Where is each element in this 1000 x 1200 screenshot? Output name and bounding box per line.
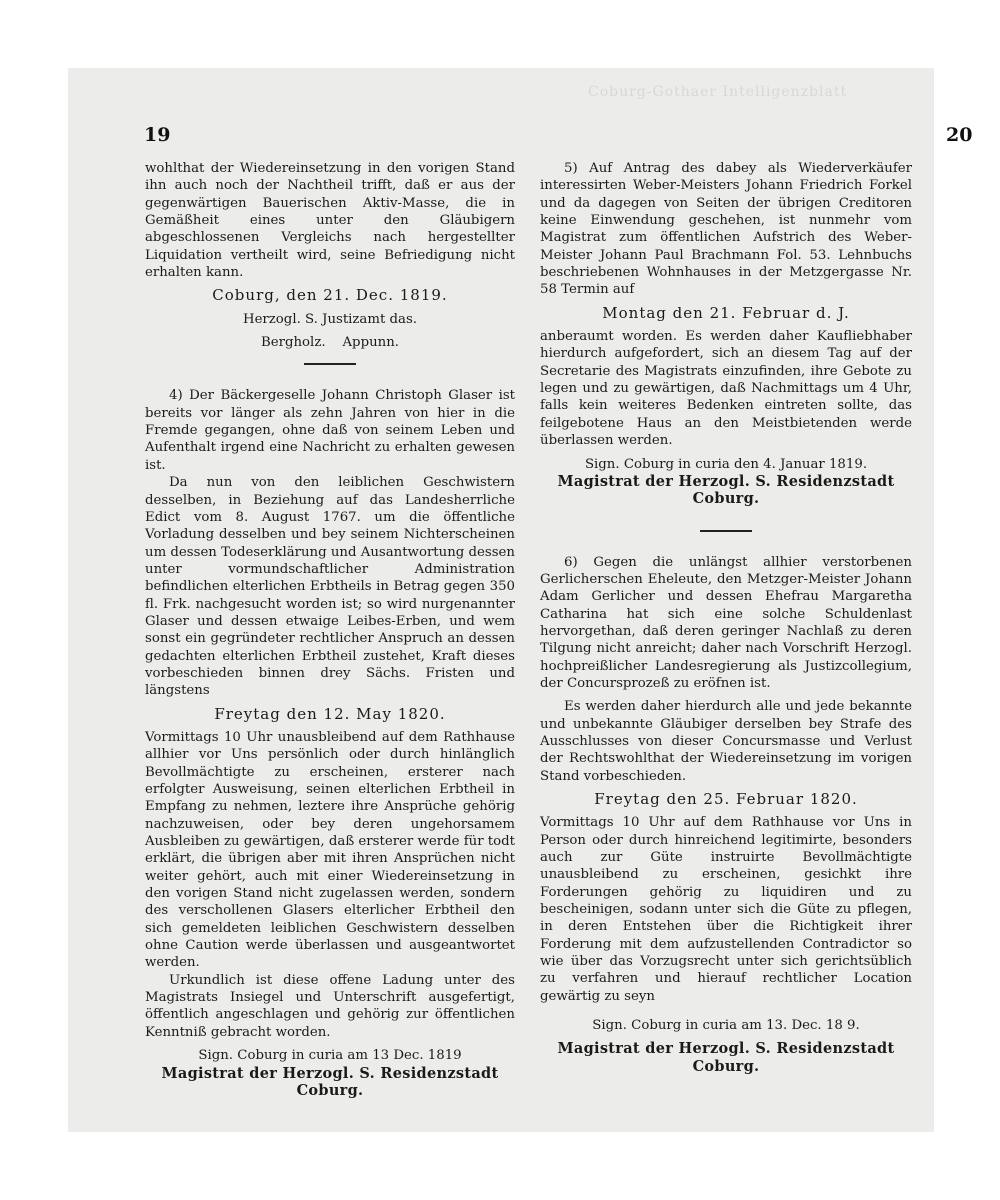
page-number-right: 20 xyxy=(946,124,973,146)
notice6-authority: Magistrat der Herzogl. S. Residenzstadt Coburg. xyxy=(557,1040,895,1075)
notice6-paragraph-2: Es werden daher hierdurch alle und jede bekannte und unbekannte Gläubiger derselben bey Strafe des Ausschlusses von dieser Concursmasse und Verlust der Rechtswohlthat der Wiedereinsetzung im vorigen Stand vorbeschieden. xyxy=(540,699,912,784)
notice6-paragraph-3: Vormittags 10 Uhr auf dem Rathhause vor Uns in Person oder durch hinreichend legitimirte, besonders auch zur Güte instruirte Bevollmächtigte unausbleibend zu erscheinen, gesichkt ihre Forderungen gehörig zu liquidiren und zu bescheinigen, sodann unter sich die Güte zu pflegen, in deren Entstehen über die Richtigkeit ihrer Forderung mit dem aufzustellenden Contradictor so wie über das Vorzugsrecht unter sich gerichtsüblich zu verfahren und hierauf rechtlicher Location gewärtig zu seyn xyxy=(540,815,912,1004)
notice4-paragraph-4: Urkundlich ist diese offene Ladung unter des Magistrats Insiegel und Unterschrift ausgefertigt, öffentlich angeschlagen und gehörig zur öffentlichen Kenntniß gebracht worden. xyxy=(145,972,515,1040)
notice6-date: Freytag den 25. Februar 1820. xyxy=(594,790,858,808)
notice6-sign-line: Sign. Coburg in curia am 13. Dec. 18 9. xyxy=(592,1018,860,1034)
notice4-paragraph-1: 4) Der Bäckergeselle Johann Christoph Glaser ist bereits vor länger als zehn Jahren von hier in die Fremde gegangen, ohne daß von seinem Leben und Aufenthalt irgend eine Nachricht zu erhalten gewesen ist. xyxy=(145,388,515,473)
notice4-authority: Magistrat der Herzogl. S. Residenzstadt Coburg. xyxy=(161,1064,499,1099)
right-column xyxy=(540,160,912,1075)
notice6-paragraph-1: 6) Gegen die unlängst allhier verstorbenen Gerlicherschen Eheleute, den Metzger-Meister Johann Adam Gerlicher und dessen Ehefrau Margaretha Catharina hat sich eine solche Schuldenlast hervorgethan, daß deren geringer Nachlaß zu deren Tilgung nicht anreicht; daher nach Vorschrift Herzogl. hochpreißlicher Landesregierung als Justizcollegium, der Concursprozeß zu eröfnen ist. xyxy=(540,554,912,691)
page-number-left: 19 xyxy=(144,124,171,146)
notice5-date: Montag den 21. Februar d. J. xyxy=(602,303,850,322)
notice4-date: Freytag den 12. May 1820. xyxy=(214,704,446,723)
notice5-paragraph-1: 5) Auf Antrag des dabey als Wiederverkäufer interessirten Weber-Meisters Johann Friedrich Forkel und da dagegen von Seiten der übrigen Creditoren keine Einwendung geschehen, ist nunmehr vom Magistrat zum öffentlichen Aufstrich des Weber-Meister Johann Paul Brachmann Fol. 53. Lehnbuchs beschriebenen Wohnhauses in der Metzgergasse Nr. 58 Termin auf xyxy=(540,161,912,298)
notice3-signers: Bergholz. Appunn. xyxy=(260,335,399,351)
notice3-date-line: Coburg, den 21. Dec. 1819. xyxy=(212,286,448,305)
bleed-through-text: Coburg-Gothaer Intelligenzblatt xyxy=(588,84,848,100)
notice4-paragraph-2: Da nun von den leiblichen Geschwistern desselben, in Beziehung auf das Landesherrliche Edict vom 8. August 1767. um die öffentliche Vorladung desselben und bey seinem Nichterscheinen um dessen Todeserklärung und Ausantwortung dessen unter vormundschaftlicher Administration befindlichen elterlichen Erbtheils in Betrag gegen 350 fl. Frk. nachgesucht worden ist; so wird nurgenannter Glaser und dessen etwaige Leibes-Erben, und wem sonst ein gegründeter rechtlicher Anspruch an dessen gedachten elterlichen Erbtheil zustehet, Kraft dieses vorbeschieden binnen drey Sächs. Fristen und längstens xyxy=(145,475,515,699)
notice5-sign-line: Sign. Coburg in curia den 4. Januar 1819. xyxy=(584,456,868,472)
notice4-sign-line: Sign. Coburg in curia am 13 Dec. 1819 xyxy=(198,1048,462,1064)
notice4-paragraph-3: Vormittags 10 Uhr unausbleibend auf dem Rathhause allhier vor Uns persönlich oder durch hinlänglich Bevollmächtigte zu erscheinen, ersterer nach erfolgter Ausweisung, seinen elterlichen Erbtheil in Empfang zu nehmen, leztere ihre Ansprüche gehörig nachzuweisen, oder bey deren ungehorsamem Ausbleiben zu gewärtigen, daß ersterer werde für todt erklärt, die übrigen aber mit ihren Ansprüchen nicht weiter gehört, auch mit einer Wiedereinsetzung in den vorigen Stand nicht zugelassen werden, sondern des verschollenen Glasers elterlicher Erbtheil den sich gemeldeten leiblichen Geschwistern desselben ohne Caution werde überlassen und ausgeantwortet werden. xyxy=(145,729,515,971)
notice3-authority: Herzogl. S. Justizamt das. xyxy=(242,311,418,327)
notice5-paragraph-2: anberaumt worden. Es werden daher Kaufliebhaber hierdurch aufgefordert, sich an diesem Tag auf der Secretarie des Magistrats einzufinden, ihre Gebote zu legen und zu gewärtigen, daß Nachmittags um 4 Uhr, falls kein weiteres Bedenken eintreten sollte, das feilgebotene Haus an den Meistbietenden werde überlassen werden. xyxy=(540,329,912,449)
left-column xyxy=(145,160,515,1099)
notice5-authority: Magistrat der Herzogl. S. Residenzstadt Coburg. xyxy=(557,472,895,508)
continued-paragraph: wohlthat der Wiedereinsetzung in den vorigen Stand ihn auch noch der Nachtheil trifft, daß er aus der gegenwärtigen Bauerischen Aktiv-Masse, die in Gemäßheit eines unter den Gläubigern abgeschlossenen Vergleichs nach hergestellter Liquidation vertheilt wird, seine Befriedigung nicht erhalten kann. xyxy=(145,161,515,281)
